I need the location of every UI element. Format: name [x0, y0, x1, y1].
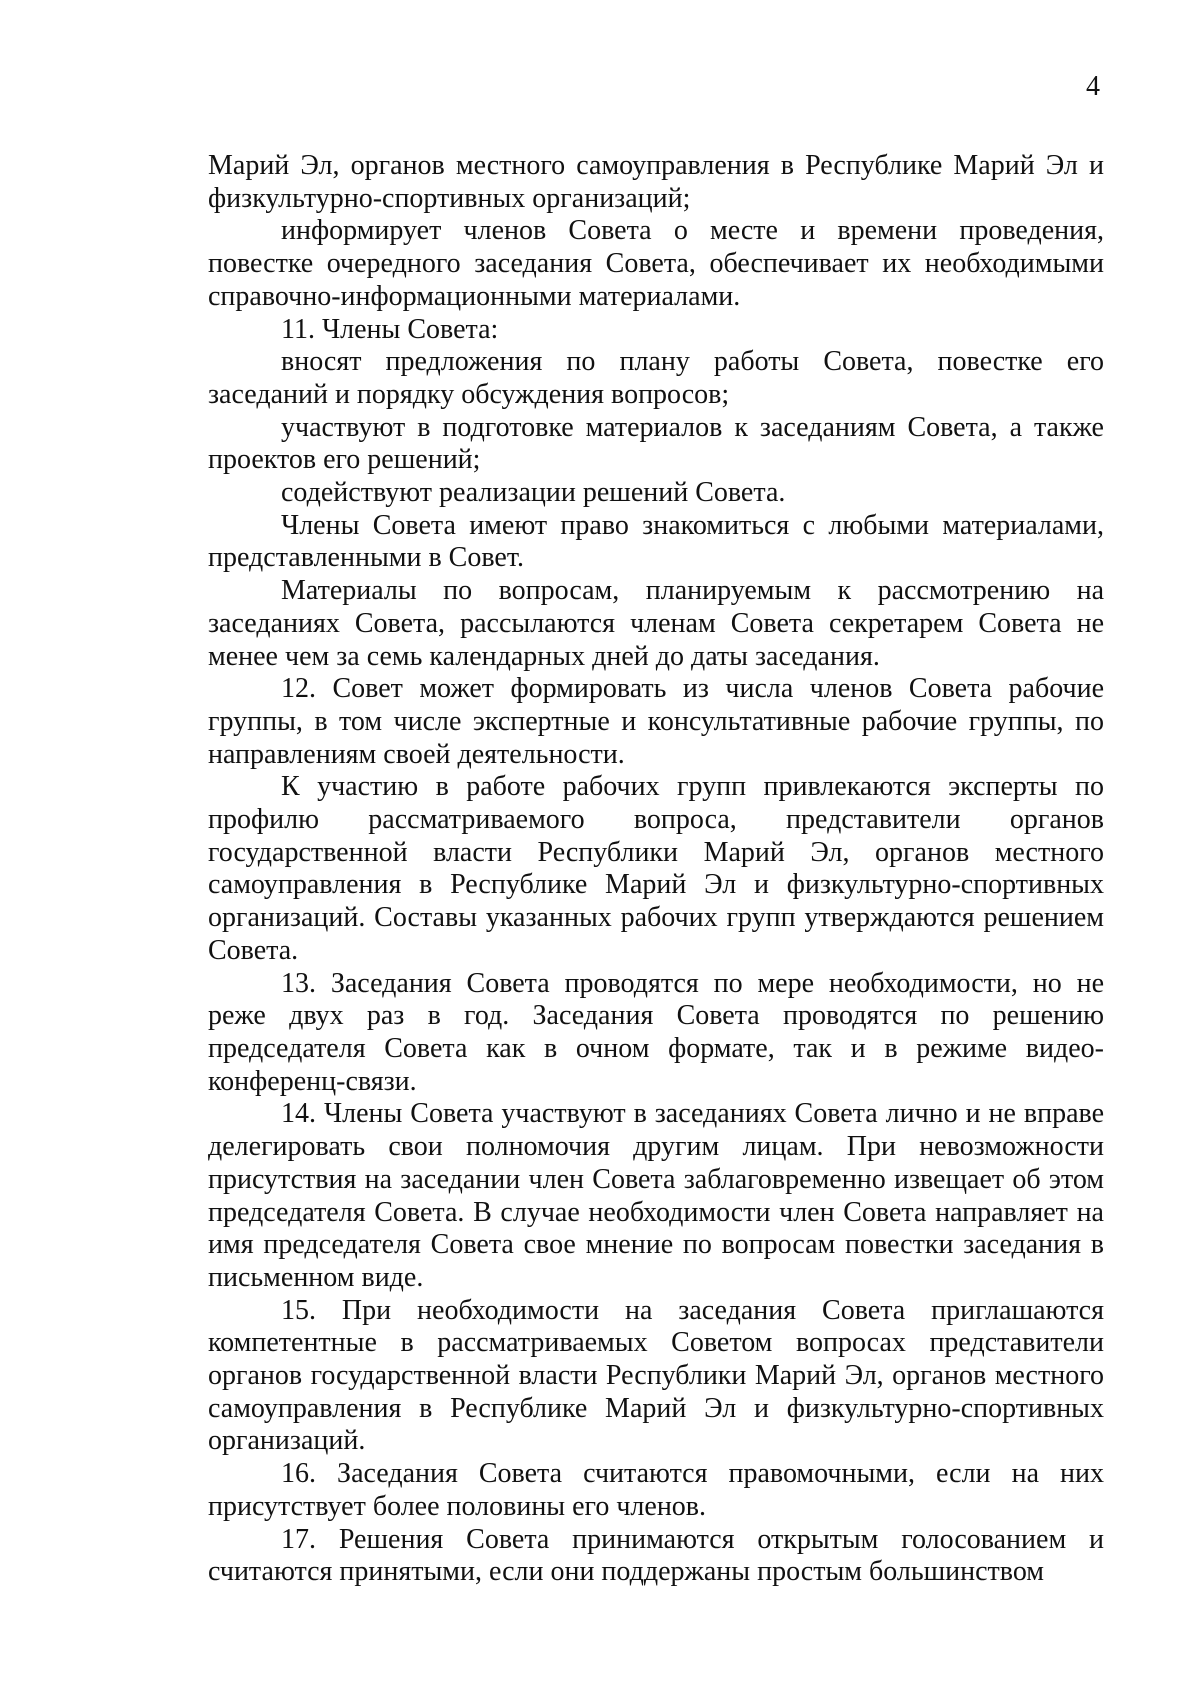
- paragraph: 17. Решения Совета принимаются открытым голосованием и считаются принятыми, если они поддержаны простым большинством: [208, 1523, 1104, 1588]
- paragraph: информирует членов Совета о месте и времени проведения, повестке очередного заседания Совета, обеспечивает их необходимыми справочно-информационными материалами.: [208, 215, 1104, 312]
- page-number: 4: [1086, 71, 1100, 102]
- paragraph: вносят предложения по плану работы Совета, повестке его заседаний и порядку обсуждения вопросов;: [208, 346, 1104, 410]
- paragraph: 14. Члены Совета участвуют в заседаниях Совета лично и не вправе делегировать свои полномочия другим лицам. При невозможности присутствия на заседании член Совета заблаговременно извещает об этом председателя Совета. В случае необходимости член Совета направляет на имя председателя Совета свое мнение по вопросам повестки заседания в письменном виде.: [208, 1098, 1104, 1293]
- paragraph: содействуют реализации решений Совета.: [281, 477, 786, 509]
- paragraph: 13. Заседания Совета проводятся по мере необходимости, но не реже двух раз в год. Заседания Совета проводятся по решению председателя Совета как в очном формате, так и в режиме видео-конференц-связи.: [208, 967, 1104, 1097]
- document-body: [208, 150, 1104, 1589]
- paragraph: 15. При необходимости на заседания Совета приглашаются компетентные в рассматриваемых Советом вопросах представители органов государственной власти Республики Марий Эл, органов местного самоуправления в Республике Марий Эл и физкультурно-спортивных организаций.: [208, 1294, 1104, 1457]
- paragraph: Члены Совета имеют право знакомиться с любыми материалами, представленными в Совет.: [208, 509, 1104, 574]
- paragraph: Марий Эл, органов местного самоуправления в Республике Марий Эл и физкультурно-спортивных организаций;: [208, 150, 1104, 214]
- paragraph: Материалы по вопросам, планируемым к рассмотрению на заседаниях Совета, рассылаются членам Совета секретарем Совета не менее чем за семь календарных дней до даты заседания.: [208, 575, 1104, 672]
- paragraph: К участию в работе рабочих групп привлекаются эксперты по профилю рассматриваемого вопроса, представители органов государственной власти Республики Марий Эл, органов местного самоуправления в Республике Марий Эл и физкультурно-спортивных организаций. Составы указанных рабочих групп утверждаются решением Совета.: [208, 771, 1104, 966]
- paragraph: 11. Члены Совета:: [281, 313, 499, 345]
- paragraph: 16. Заседания Совета считаются правомочными, если на них присутствует более половины его членов.: [208, 1458, 1104, 1522]
- paragraph: 12. Совет может формировать из числа членов Совета рабочие группы, в том числе экспертные и консультативные рабочие группы, по направлениям своей деятельности.: [208, 673, 1104, 770]
- paragraph: участвуют в подготовке материалов к заседаниям Совета, а также проектов его решений;: [208, 411, 1104, 476]
